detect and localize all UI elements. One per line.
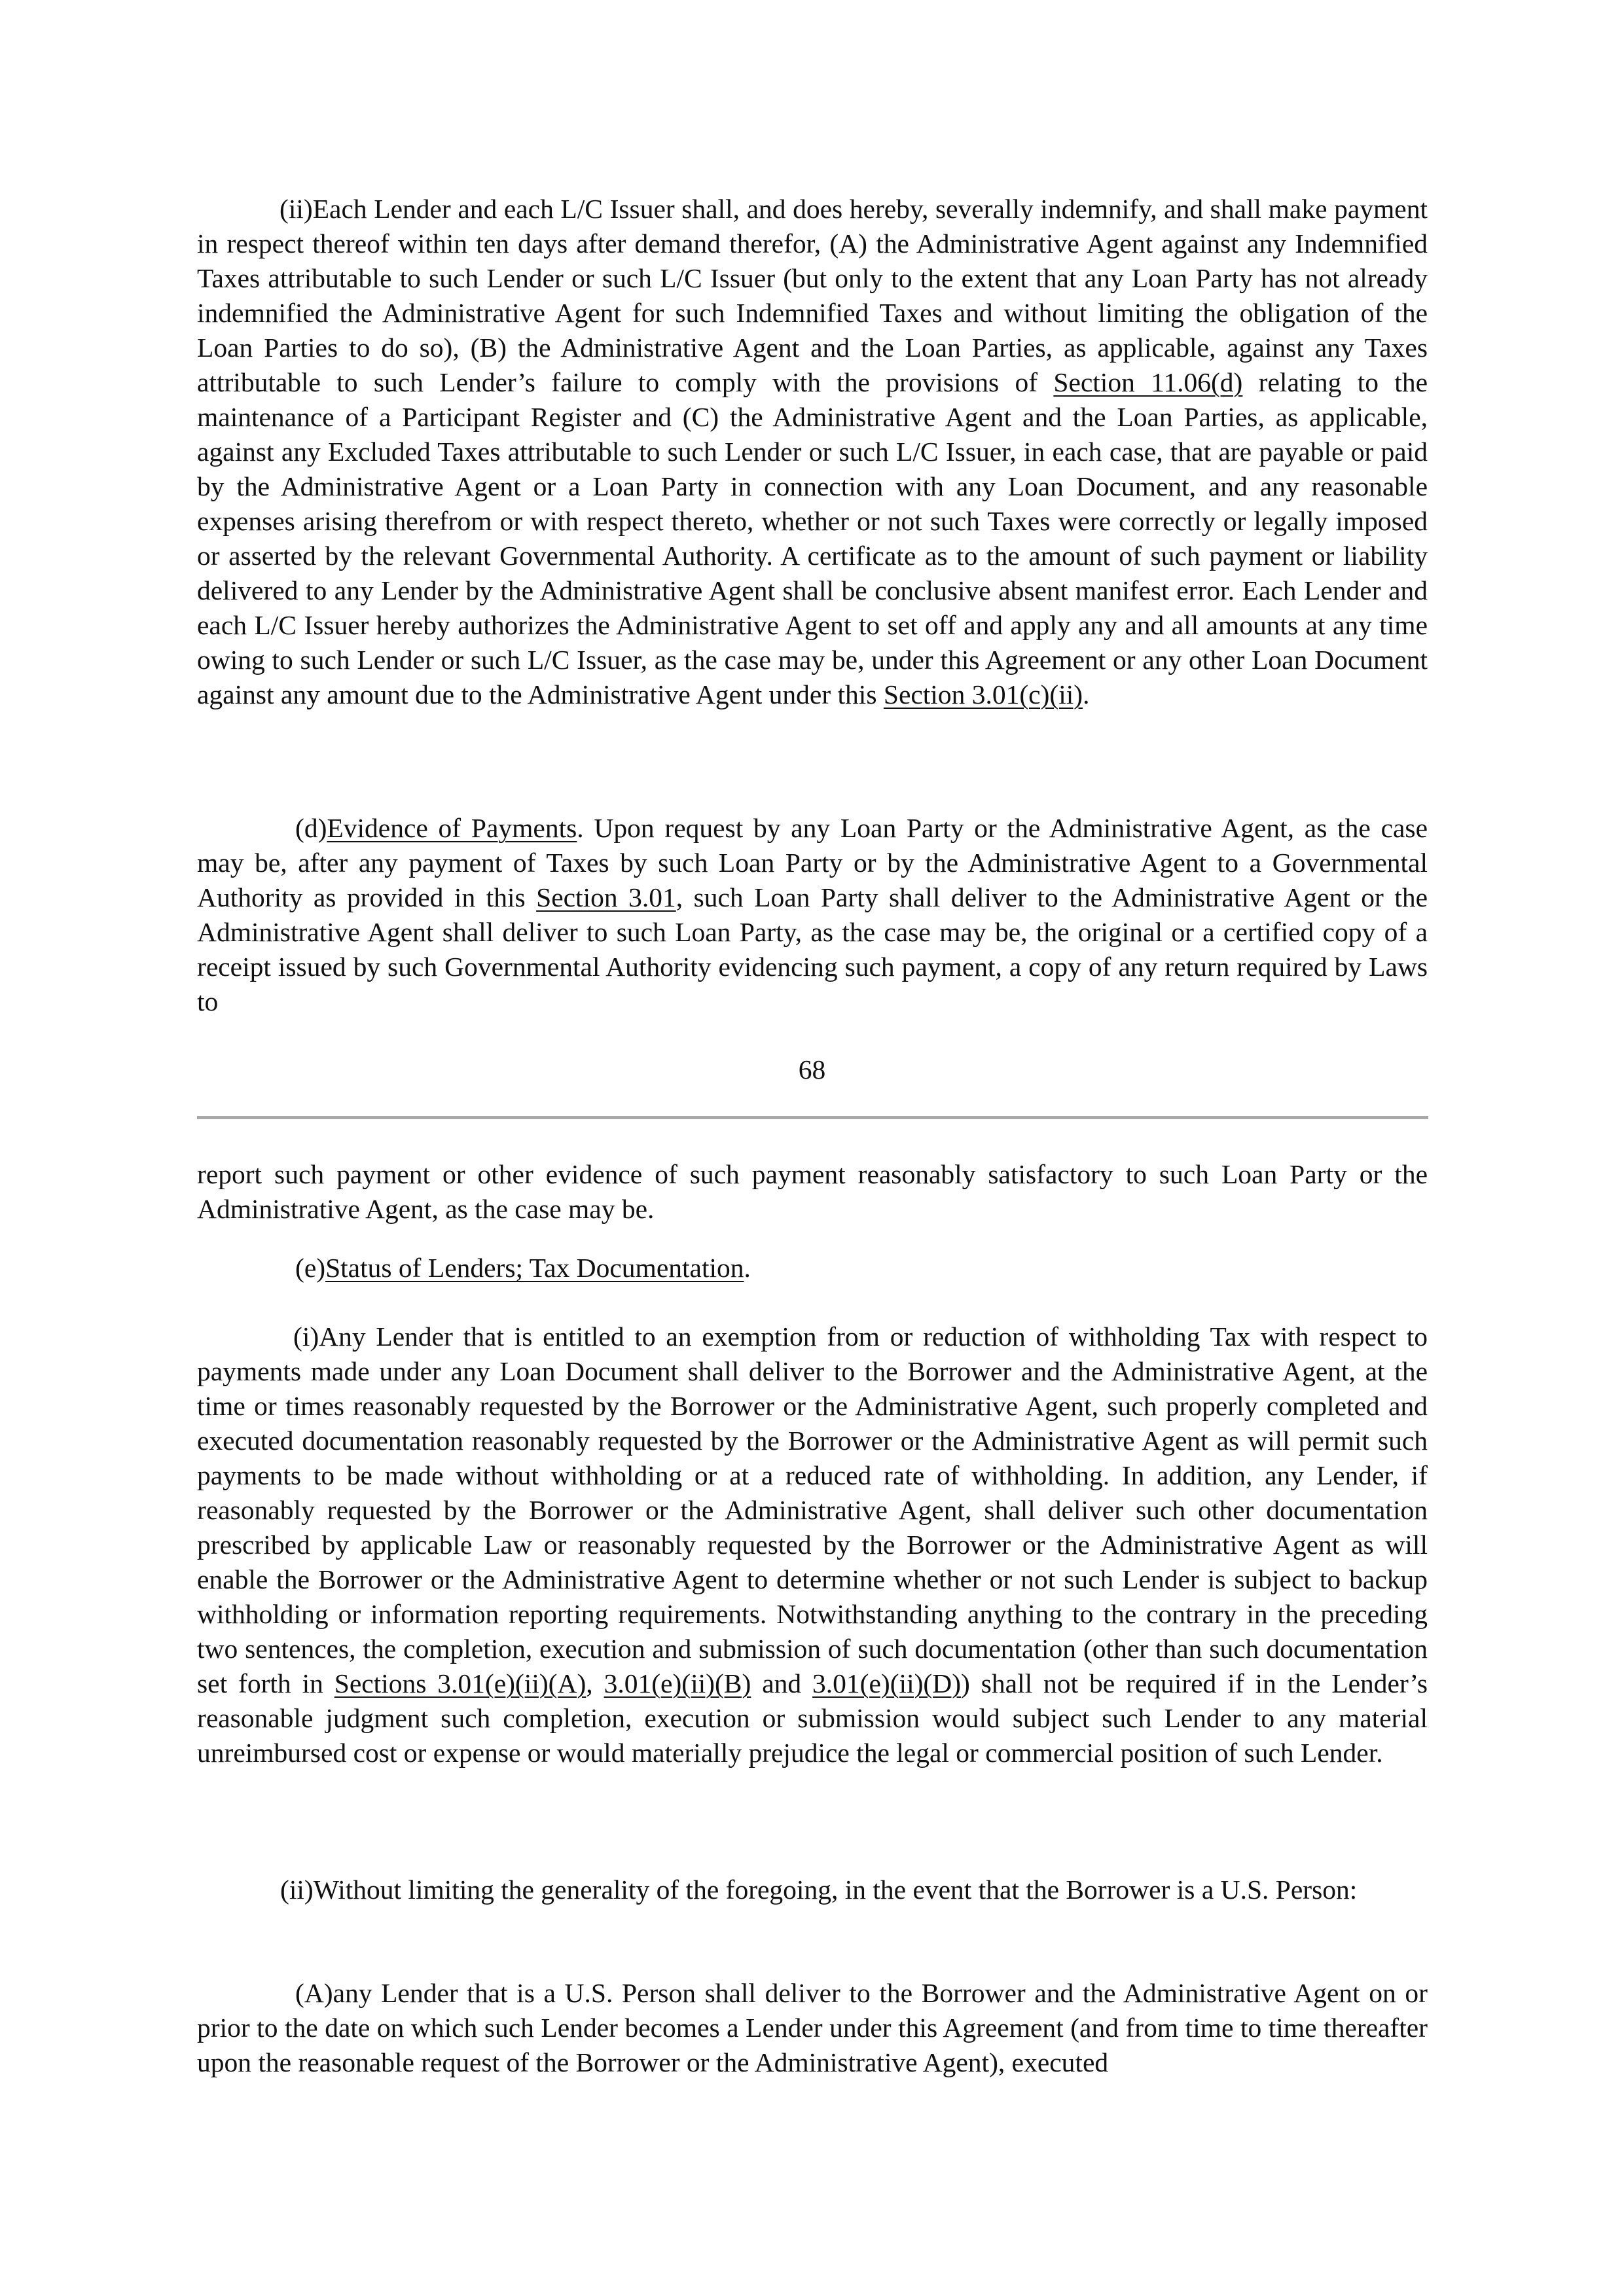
paragraph-e — [197, 1251, 1428, 1285]
paragraph-text: Any Lender that is entitled to an exemption from or reduction of withholding Tax with respect to payments made under any Loan Document shall deliver to the Borrower and the Administrative Agent, at the time or times reasonably requested by the Borrower or the Administrative Agent, such properly completed and executed documentation reasonably requested by the Borrower or the Administrative Agent as will permit such payments to be made without withholding or at a reduced rate of withholding. In addition, any Lender, if reasonably requested by the Borrower or the Administrative Agent, shall deliver such other documentation prescribed by applicable Law or reasonably requested by the Borrower or the Administrative Agent as will enable the Borrower or the Administrative Agent to determine whether or not such Lender is subject to backup withholding or information reporting requirements. Notwithstanding anything to the contrary in the preceding two sentences, the completion, execution and submission of such documentation (other than such documentation set forth in — [197, 1321, 1428, 1698]
paragraph-text: Without limiting the generality of the foregoing, in the event that the Borrower is a U.S. Person: — [313, 1874, 1358, 1905]
paragraph-e-ii-A — [197, 1976, 1428, 2080]
clause-marker: (d) — [295, 813, 327, 843]
paragraph-text: report such payment or other evidence of such payment reasonably satisfactory to such Loan Party or the Administrative Agent, as the case may be. — [197, 1159, 1428, 1224]
page-break-divider — [197, 1116, 1428, 1119]
section-heading: Status of Lenders; Tax Documentation — [325, 1253, 744, 1283]
clause-marker: (ii) — [280, 1874, 314, 1905]
paragraph-text: . Upon request by any Loan Party or the Administrative Agent, as the case may be, after any payment of Taxes by such Loan Party or by the Administrative Agent to a Governmental Authority as provided in this — [197, 813, 1428, 912]
paragraph-text: . — [1083, 679, 1090, 709]
section-reference-link[interactable]: 3.01(e)(ii)(B) — [604, 1668, 751, 1698]
paragraph-text: and — [751, 1668, 813, 1698]
section-heading: Evidence of Payments — [327, 813, 577, 843]
paragraph-text: , — [586, 1668, 604, 1698]
paragraph-text: relating to the maintenance of a Participant Register and (C) the Administrative Agent and the Loan Parties, as applicable, against any Excluded Taxes attributable to such Lender or such L/C Issuer, in each case, that are payable or paid by the Administrative Agent or a Loan Party in connection with any Loan Document, and any reasonable expenses arising therefrom or with respect thereto, whether or not such Taxes were correctly or legally imposed or asserted by the relevant Governmental Authority. A certificate as to the amount of such payment or liability delivered to any Lender by the Administrative Agent shall be conclusive absent manifest error. Each Lender and each L/C Issuer hereby authorizes the Administrative Agent to set off and apply any and all amounts at any time owing to such Lender or such L/C Issuer, as the case may be, under this Agreement or any other Loan Document against any amount due to the Administrative Agent under this — [197, 367, 1428, 709]
clause-marker: (i) — [293, 1321, 319, 1352]
continuation-paragraph — [197, 1157, 1428, 1227]
section-reference-link[interactable]: Section 3.01 — [536, 882, 676, 912]
clause-marker: (ii) — [280, 194, 313, 224]
paragraph-text: , such Loan Party shall deliver to the Administrative Agent or the Administrative Agent shall deliver to such Loan Party, as the case may be, the original or a certified copy of a receipt issued by such Governmental Authority evidencing such payment, a copy of any return required by Laws to — [197, 882, 1428, 1016]
page-number: 68 — [798, 1054, 826, 1085]
paragraph-c-ii — [197, 192, 1428, 712]
paragraph-text: . — [744, 1253, 751, 1283]
section-reference-link[interactable]: Section 3.01(c)(ii) — [883, 679, 1083, 709]
section-reference-link[interactable]: Section 11.06(d) — [1053, 367, 1243, 397]
clause-marker: (e) — [295, 1253, 326, 1283]
paragraph-d — [197, 811, 1428, 1019]
clause-marker: (A) — [295, 1978, 333, 2008]
paragraph-text: Each Lender and each L/C Issuer shall, and does hereby, severally indemnify, and shall make payment in respect thereof within ten days after demand therefor, (A) the Administrative Agent against any Indemnified Taxes attributable to such Lender or such L/C Issuer (but only to the extent that any Loan Party has not already indemnified the Administrative Agent for such Indemnified Taxes and without limiting the obligation of the Loan Parties to do so), (B) the Administrative Agent and the Loan Parties, as applicable, against any Taxes attributable to such Lender’s failure to comply with the provisions of — [197, 194, 1428, 397]
section-reference-link[interactable]: 3.01(e)(ii)(D) — [812, 1668, 962, 1698]
paragraph-text: any Lender that is a U.S. Person shall deliver to the Borrower and the Administrative Agent on or prior to the date on which such Lender becomes a Lender under this Agreement (and from time to time thereafter upon the reasonable request of the Borrower or the Administrative Agent), executed — [197, 1978, 1428, 2077]
paragraph-e-i — [197, 1319, 1428, 1770]
paragraph-text: ) shall not be required if in the Lender’s reasonable judgment such completion, execution or submission would subject such Lender to any material unreimbursed cost or expense or would materially prejudice the legal or commercial position of such Lender. — [197, 1668, 1428, 1768]
paragraph-e-ii — [197, 1873, 1428, 1907]
section-reference-link[interactable]: Sections 3.01(e)(ii)(A) — [334, 1668, 586, 1698]
